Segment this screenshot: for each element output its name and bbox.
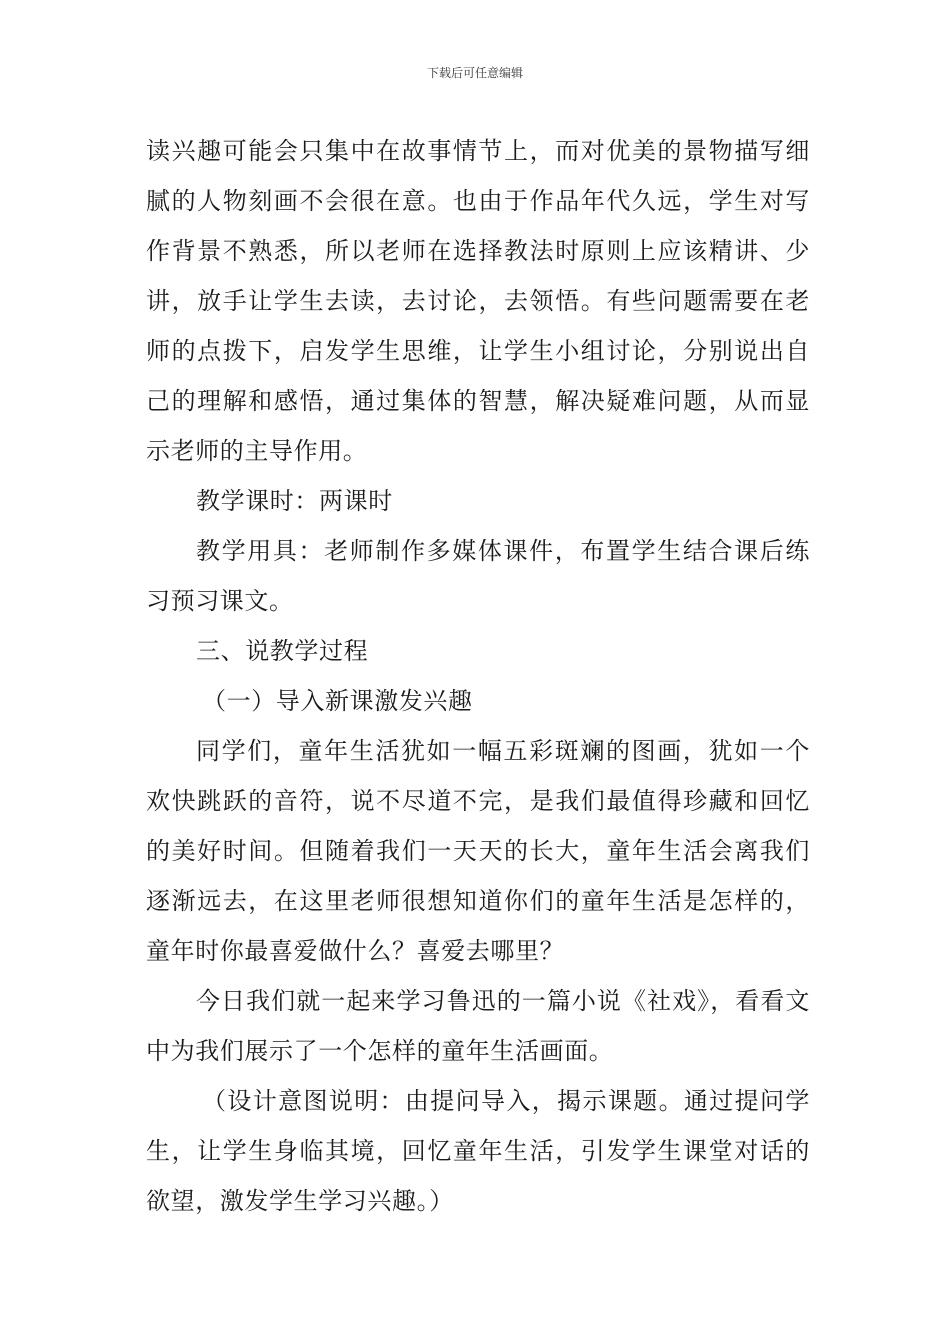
- paragraph-childhood-intro: 同学们，童年生活犹如一幅五彩斑斓的图画，犹如一个欢快跳跃的音符，说不尽道不完，是我们最值得珍藏和回忆的美好时间。但随着我们一天天的长大，童年生活会离我们逐渐远去，在这里老师很想知道你们的童年生活是怎样的，童年时你最喜爱做什么？喜爱去哪里？: [146, 737, 810, 965]
- paragraph-teaching-tools: 教学用具：老师制作多媒体课件，布置学生结合课后练习预习课文。: [146, 537, 810, 615]
- page-header-note: 下载后可任意编辑: [426, 66, 523, 80]
- paragraph-teaching-method: 读兴趣可能会只集中在故事情节上，而对优美的景物描写细腻的人物刻画不会很在意。也由于作品年代久远，学生对写作背景不熟悉，所以老师在选择教法时原则上应该精讲、少讲，放手让学生去读，去讨论，去领悟。有些问题需要在老师的点拨下，启发学生思维，让学生小组讨论，分别说出自己的理解和感悟，通过集体的智慧，解决疑难问题，从而显示老师的主导作用。: [146, 137, 810, 465]
- paragraph-design-intent: （设计意图说明：由提问导入，揭示课题。通过提问学生，让学生身临其境，回忆童年生活，引发学生课堂对话的欲望，激发学生学习兴趣。）: [146, 1087, 810, 1215]
- document-body: [146, 126, 810, 1226]
- section-heading-teaching-process: 三、说教学过程: [196, 637, 369, 665]
- paragraph-today-lesson: 今日我们就一起来学习鲁迅的一篇小说《社戏》，看看文中为我们展示了一个怎样的童年生活画面。: [146, 987, 810, 1065]
- subsection-heading-introduction: （一）导入新课激发兴趣: [202, 687, 473, 715]
- paragraph-class-hours: 教学课时：两课时: [196, 487, 393, 515]
